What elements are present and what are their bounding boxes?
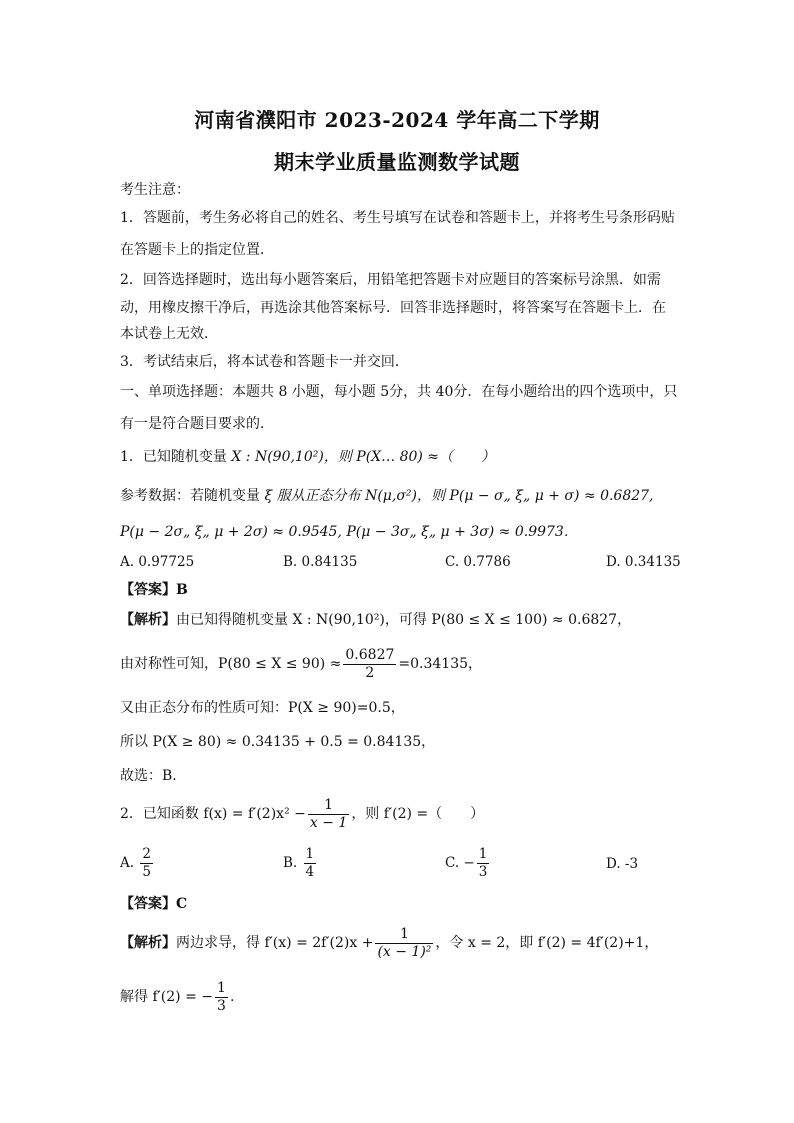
q1-stem [120, 447, 680, 467]
q2-analysis-2-num: 1 [217, 979, 226, 996]
q2-stem-den: x − 1 [309, 814, 348, 831]
page-title: 河南省濮阳市 2023-2024 学年高二下学期 [194, 108, 600, 132]
page-subtitle: 期末学业质量监测数学试题 [274, 150, 520, 174]
notice-item-3: 3．考试结束后，将本试卷和答题卡一并交回． [120, 354, 409, 370]
q2-option-d: D. -3 [606, 856, 639, 872]
q2-analysis-2-suffix: . [229, 989, 235, 1005]
notice-heading: 考生注意： [120, 182, 190, 198]
q1-analysis-tag: 【解析】 [120, 612, 176, 628]
q2-analysis-2-prefix: 解得 f′(2) = − [120, 989, 214, 1005]
q1-answer: 【答案】B [120, 582, 188, 598]
q1-stem-prefix: 1．已知随机变量 [120, 449, 227, 465]
q2-analysis-tag: 【解析】 [120, 935, 176, 951]
q2-option-c-num: 1 [478, 846, 488, 862]
q2-stem-suffix: ，则 f′(2) =（ ） [351, 806, 485, 822]
q2-analysis-1 [120, 924, 680, 962]
q1-analysis-2-den: 2 [365, 664, 375, 681]
q2-analysis-1-prefix: 两边求导，得 f′(x) = 2f′(2)x + [176, 935, 374, 951]
q1-ref-math-a: ξ 服从正态分布 N(μ,σ²)，则 P(μ − σ„ ξ„ μ + σ) ≈ 0.6827, [264, 488, 654, 504]
q2-option-c [445, 846, 491, 881]
q1-stem-math: X : N(90,10²)，则 P(X… 80) ≈（ ） [231, 449, 496, 465]
q1-ref-prefix: 参考数据：若随机变量 [120, 488, 260, 504]
q1-reference-b: P(μ − 2σ„ ξ„ μ + 2σ) ≈ 0.9545, P(μ − 3σ„ ξ„ μ + 3σ) ≈ 0.9973． [120, 524, 578, 540]
q2-option-b-num: 1 [305, 846, 315, 862]
q1-option-d: D. 0.34135 [606, 554, 681, 570]
notice-item-2c: 本试卷上无效． [120, 326, 218, 342]
q2-analysis-2 [120, 978, 680, 1016]
q2-option-a-den: 5 [142, 864, 151, 880]
q2-option-c-fraction [477, 846, 490, 881]
notice-item-2b: 动，用橡皮擦干净后，再选涂其他答案标号．回答非选择题时，将答案写在答题卡上．在 [120, 300, 666, 316]
q1-analysis-2-num: 0.6827 [345, 646, 395, 663]
q1-analysis-4: 所以 P(X ≥ 80) ≈ 0.34135 + 0.5 = 0.84135， [120, 734, 436, 750]
q1-analysis-1-text: 由已知得随机变量 X : N(90,10²)，可得 P(80 ≤ X ≤ 100) ≈ 0.6827， [176, 612, 632, 628]
q2-option-c-label: C. − [445, 855, 475, 871]
q2-option-a-fraction [140, 846, 153, 881]
q2-option-a-label: A. [120, 855, 135, 871]
q1-analysis-2-fraction [343, 647, 396, 682]
notice-item-1a: 1．答题前，考生务必将自己的姓名、考生号填写在试卷和答题卡上，并将考生号条形码贴 [120, 210, 675, 226]
q1-analysis-1 [120, 610, 680, 630]
section-heading-b: 有一是符合题目要求的． [120, 416, 274, 432]
q2-analysis-1-fraction [375, 926, 433, 961]
q2-stem [120, 796, 680, 832]
q2-analysis-1-suffix: ，令 x = 2，即 f′(2) = 4f′(2)+1， [435, 935, 659, 951]
q1-analysis-5: 故选：B. [120, 768, 177, 784]
q2-option-b-label: B. [283, 855, 298, 871]
q2-stem-num: 1 [308, 797, 349, 815]
q2-answer: 【答案】C [120, 896, 188, 912]
q2-option-c-den: 3 [478, 864, 488, 880]
q1-option-b: B. 0.84135 [283, 554, 358, 570]
notice-item-2a: 2．回答选择题时，选出每小题答案后，用铅笔把答题卡对应题目的答案标号涂黑．如需 [120, 272, 661, 288]
section-heading-a: 一、单项选择题：本题共 8 小题，每小题 5分，共 40分．在每小题给出的四个选项中，只 [120, 384, 678, 400]
q2-analysis-2-fraction [215, 980, 228, 1015]
q2-option-b-den: 4 [305, 864, 315, 880]
q1-analysis-2-prefix: 由对称性可知，P(80 ≤ X ≤ 90) ≈ [120, 656, 342, 672]
q1-analysis-2 [120, 646, 680, 682]
q2-stem-fraction [308, 797, 349, 832]
q1-analysis-2-suffix: =0.34135， [398, 656, 483, 672]
q2-option-b-fraction [304, 846, 317, 881]
q2-analysis-1-num: 1 [375, 926, 433, 944]
q1-option-a: A. 0.97725 [120, 554, 195, 570]
q1-option-c: C. 0.7786 [445, 554, 511, 570]
q2-analysis-2-den: 3 [217, 997, 226, 1014]
q1-reference-a [120, 486, 680, 506]
q2-stem-prefix: 2．已知函数 f(x) = f′(2)x² − [120, 806, 306, 822]
q2-option-a [120, 846, 155, 881]
q1-analysis-3: 又由正态分布的性质可知：P(X ≥ 90)=0.5， [120, 700, 405, 716]
q2-option-a-num: 2 [142, 846, 151, 862]
q2-analysis-1-den: (x − 1)² [377, 943, 432, 960]
q2-option-b [283, 846, 318, 881]
notice-item-1b: 在答题卡上的指定位置． [120, 242, 274, 258]
